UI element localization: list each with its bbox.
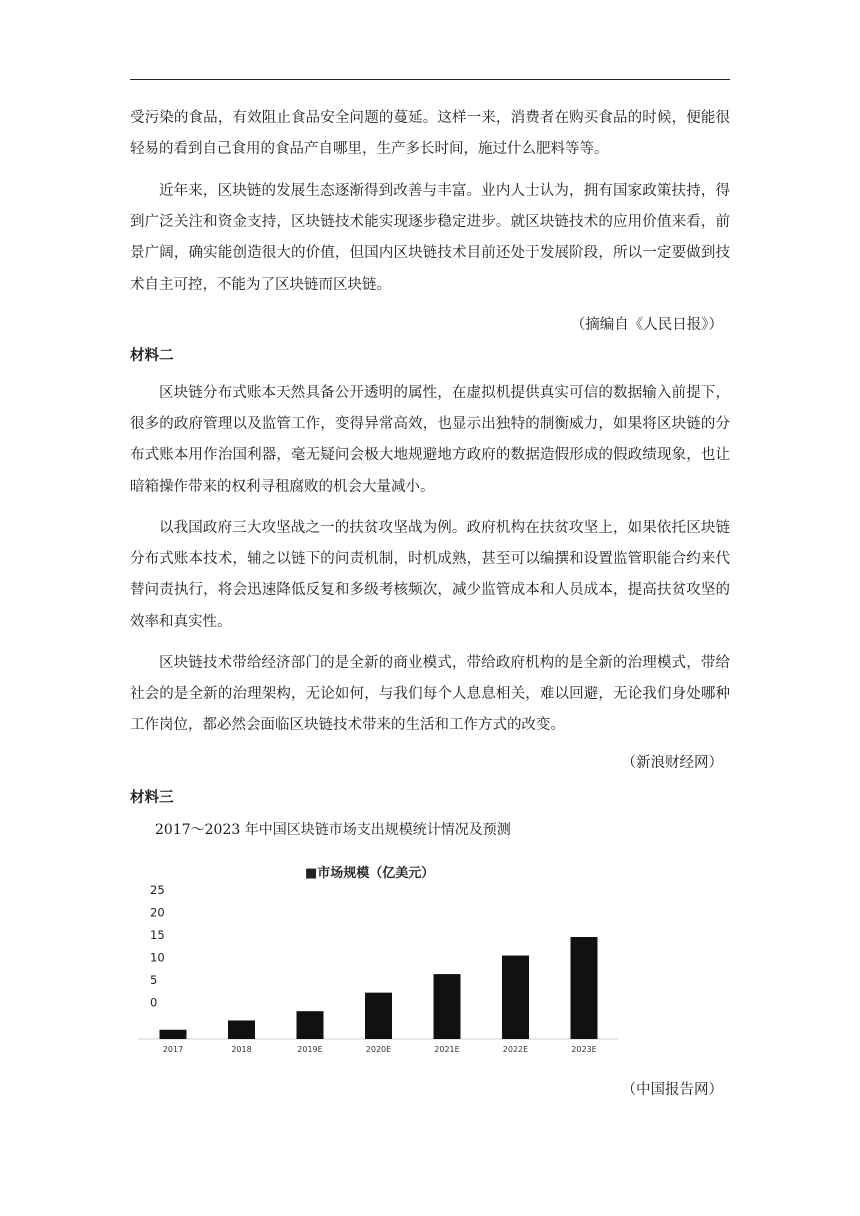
- x-tick-label: 2023E: [571, 1045, 597, 1054]
- x-tick-label: 2021E: [434, 1045, 460, 1054]
- x-tick-label: 2020E: [365, 1045, 392, 1054]
- paragraph-poverty-alleviation: 以我国政府三大攻坚战之一的扶贫攻坚战为例。政府机构在扶贫攻坚上，如果依托区块链分布式账本技术，辅之以链下的问责机制，时机成熟，甚至可以编撰和设置监管职能合约来代替问责执行，将会迅速降低反复和多级考核频次，减少监管成本和人员成本，提高扶贫攻坚的效率和真实性。: [130, 520, 730, 630]
- bar-2018: [228, 1020, 255, 1039]
- bar-2020e: [365, 993, 392, 1039]
- heading-material-two: 材料二: [130, 348, 174, 364]
- source-sina-finance: （新浪财经网）: [621, 755, 723, 771]
- x-tick-label: 2017: [162, 1045, 184, 1054]
- y-tick-label: 10: [150, 950, 165, 965]
- paragraph-new-models: 区块链技术带给经济部门的是全新的商业模式，带给政府机构的是全新的治理模式，带给社会的是全新的治理架构，无论如何，与我们每个人息息相关，难以回避，无论我们身处哪种工作岗位，都必然会面临区块链技术带来的生活和工作方式的改变。: [130, 655, 730, 734]
- market-size-bar-chart: [130, 855, 630, 1065]
- source-china-report: （中国报告网）: [621, 1082, 723, 1098]
- y-tick-label: 25: [150, 883, 165, 897]
- source-renmin-ribao: （摘编自《人民日报》）: [570, 317, 723, 333]
- paragraph-distributed-ledger: 区块链分布式账本天然具备公开透明的属性，在虚拟机提供真实可信的数据输入前提下，很多的政府管理以及监管工作，变得异常高效，也显示出独特的制衡威力，如果将区块链的分布式账本用作治国利器，毫无疑问会极大地规避地方政府的数据造假形成的假政绩现象，也让暗箱操作带来的权利寻租腐败的机会大量减小。: [130, 385, 730, 495]
- x-tick-label: 2019E: [297, 1045, 323, 1054]
- bar-2022e: [502, 956, 529, 1039]
- header-rule: [130, 79, 730, 80]
- bar-2021e: [434, 974, 461, 1039]
- x-tick-label: 2022E: [502, 1045, 529, 1054]
- bar-2023e: [571, 937, 598, 1039]
- y-tick-label: 20: [150, 905, 165, 920]
- y-tick-label: 0: [150, 995, 158, 1010]
- y-tick-label: 15: [150, 928, 165, 942]
- bar-2019e: [297, 1011, 324, 1039]
- bar-2017: [160, 1030, 187, 1039]
- chart-caption: 2017～2023 年中国区块链市场支出规模统计情况及预测: [155, 822, 511, 838]
- heading-material-three: 材料三: [130, 790, 174, 806]
- chart-legend: ■市场规模（亿美元）: [305, 866, 435, 881]
- x-tick-label: 2018: [231, 1045, 252, 1054]
- paragraph-blockchain-ecosystem: 近年来，区块链的发展生态逐渐得到改善与丰富。业内人士认为，拥有国家政策扶持，得到广泛关注和资金支持，区块链技术能实现逐步稳定进步。就区块链技术的应用价值来看，前景广阔，确实能创造很大的价值，但国内区块链技术目前还处于发展阶段，所以一定要做到技术自主可控，不能为了区块链而区块链。: [130, 183, 730, 293]
- y-tick-label: 5: [150, 973, 158, 987]
- paragraph-continuation: 受污染的食品，有效阻止食品安全问题的蔓延。这样一来，消费者在购买食品的时候，便能很轻易的看到自己食用的食品产自哪里，生产多长时间，施过什么肥料等等。: [130, 110, 730, 158]
